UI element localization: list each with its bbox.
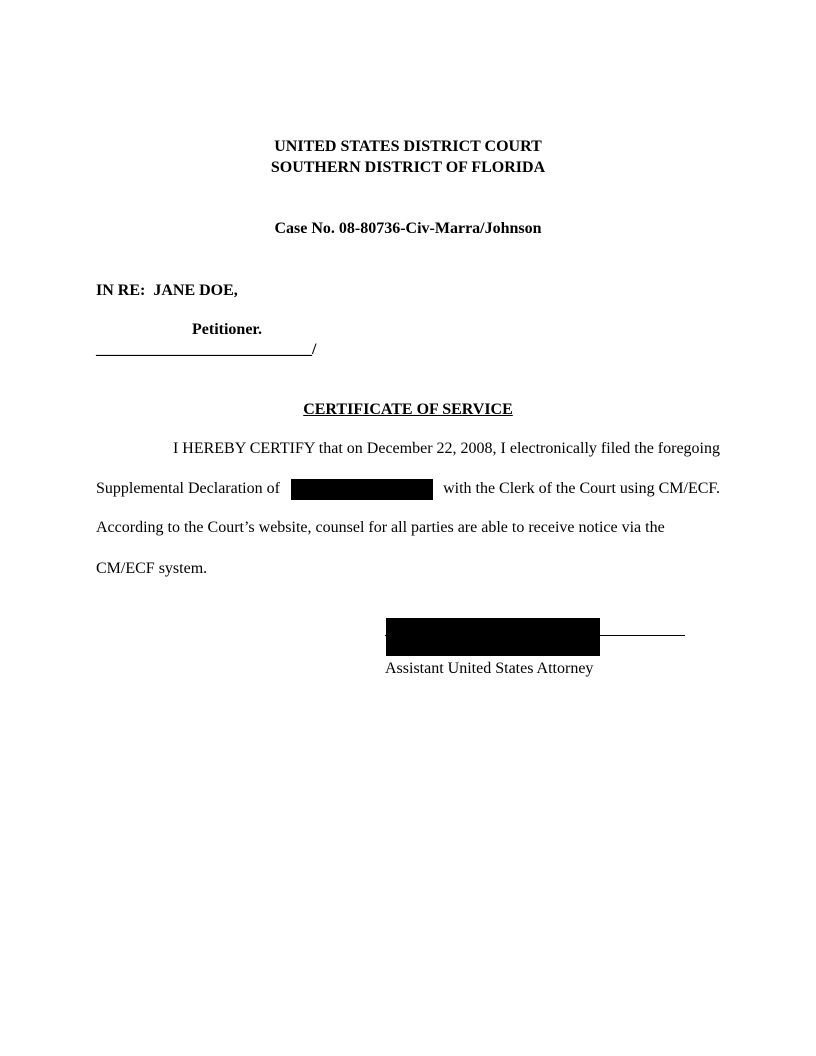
certificate-paragraph-line-1: I HEREBY CERTIFY that on December 22, 2008, I electronically filed the foregoing — [172, 440, 720, 457]
signatory-title: Assistant United States Attorney — [385, 660, 594, 677]
party-designation: Petitioner. — [192, 321, 263, 338]
court-name-line-1: UNITED STATES DISTRICT COURT — [274, 138, 542, 155]
case-number: Case No. 08-80736-Civ-Marra/Johnson — [274, 220, 542, 237]
certificate-title: CERTIFICATE OF SERVICE — [303, 401, 513, 418]
certificate-paragraph-line-4: CM/ECF system. — [96, 560, 208, 577]
in-re-caption: IN RE: JANE DOE, — [96, 282, 238, 299]
caption-separator: ___________________________/ — [96, 341, 317, 358]
certificate-paragraph-line-2-start: Supplemental Declaration of — [96, 480, 280, 497]
certificate-paragraph-line-3: According to the Court’s website, counsel for all parties are able to receive notice via the — [96, 519, 665, 536]
court-name-line-2: SOUTHERN DISTRICT OF FLORIDA — [270, 159, 546, 176]
redaction-block — [291, 479, 433, 500]
signature-redaction — [386, 618, 600, 656]
certificate-paragraph-line-2-end: with the Clerk of the Court using CM/ECF. — [443, 480, 720, 497]
